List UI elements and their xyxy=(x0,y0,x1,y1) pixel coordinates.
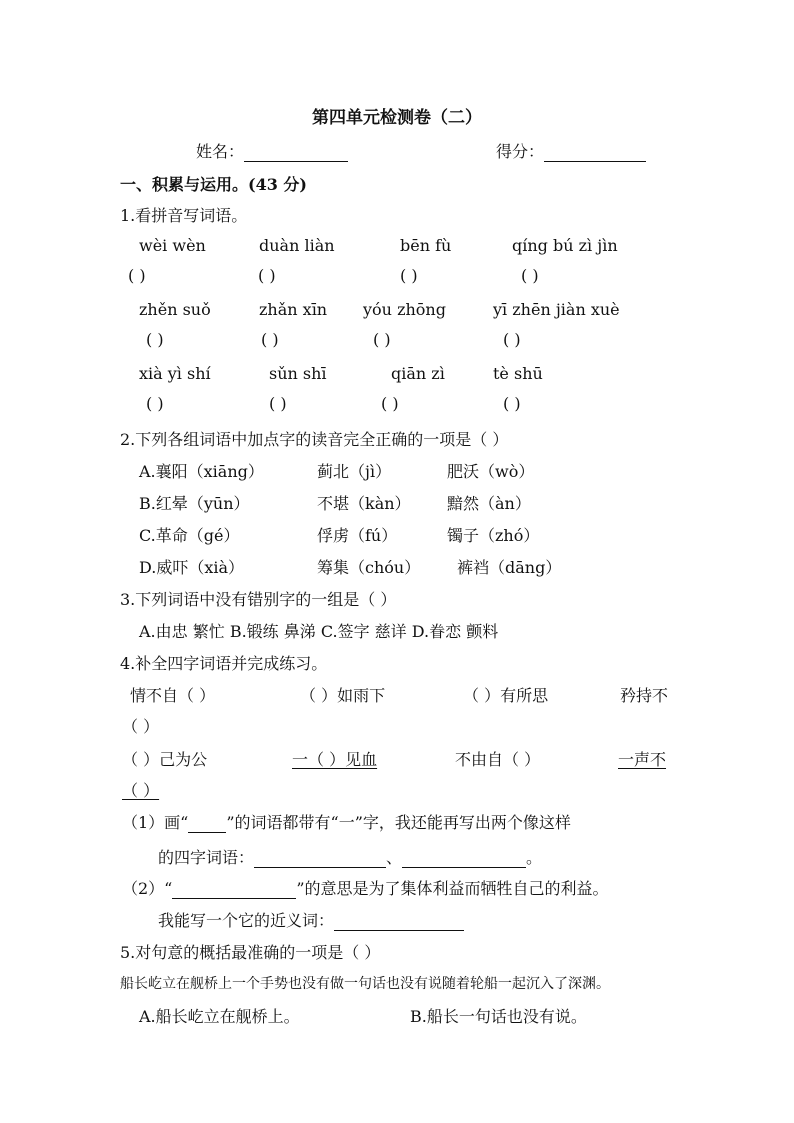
q4-idiom-8-wrap[interactable]: （ ） xyxy=(122,781,160,800)
q2-option-c-3: 镯子（zhó） xyxy=(447,526,540,545)
q4-sub1-line1 xyxy=(122,810,571,833)
q4-idiom-5[interactable]: （ ）己为公 xyxy=(122,750,208,769)
q4-sub2-answer-2[interactable] xyxy=(334,912,464,931)
q1-answer-3-3[interactable]: ( ) xyxy=(381,394,399,413)
q4-idiom-7[interactable]: 不由自（ ） xyxy=(455,750,541,769)
score-label: 得分： xyxy=(496,142,545,161)
q1-answer-3-4[interactable]: ( ) xyxy=(503,394,521,413)
q4-sub2-text-a: （2）“ xyxy=(122,879,173,898)
q1-stem: 1.看拼音写词语。 xyxy=(120,206,248,225)
q1-pinyin-2-4: yī zhēn jiàn xuè xyxy=(493,300,620,319)
q1-pinyin-2-3: yóu zhōng xyxy=(363,300,446,319)
q2-option-a-1[interactable]: A.襄阳（xiāng） xyxy=(139,462,264,481)
q2-option-d-1[interactable]: D.威吓（xià） xyxy=(139,558,245,577)
q5-sentence: 船长屹立在舰桥上一个手势也没有做一句话也没有说随着轮船一起沉入了深渊。 xyxy=(120,976,610,992)
q1-answer-2-4[interactable]: ( ) xyxy=(503,330,521,349)
page-title: 第四单元检测卷（二） xyxy=(312,108,482,128)
q5-option-a[interactable]: A.船长屹立在舰桥上。 xyxy=(139,1007,300,1026)
q4-sub2-answer-1[interactable] xyxy=(172,880,296,899)
q5-option-b[interactable]: B.船长一句话也没有说。 xyxy=(410,1007,587,1026)
q4-idiom-8-underlined[interactable]: 一声不 xyxy=(618,750,667,769)
q4-idiom-2[interactable]: （ ）如雨下 xyxy=(300,686,386,705)
q5-stem: 5.对句意的概括最准确的一项是（ ） xyxy=(120,943,381,962)
q2-option-c-2: 俘虏（fú） xyxy=(317,526,398,545)
q2-option-b-3: 黯然（àn） xyxy=(447,494,531,513)
q4-sub1-answer-2[interactable] xyxy=(402,849,526,868)
q1-pinyin-1-1: wèi wèn xyxy=(139,236,206,255)
section-heading: 一、积累与运用。(43 分) xyxy=(120,175,307,194)
name-label: 姓名： xyxy=(196,142,245,161)
q4-idiom-6-underlined[interactable]: 一（ ）见血 xyxy=(292,750,378,769)
q4-idiom-4[interactable]: 矜持不 xyxy=(620,686,669,705)
q1-answer-1-2[interactable]: ( ) xyxy=(258,266,276,285)
q2-option-a-2: 蓟北（jì） xyxy=(317,462,392,481)
q4-sub1-prompt: 的四字词语： xyxy=(158,848,255,867)
q1-pinyin-1-2: duàn liàn xyxy=(259,236,335,255)
q4-sub2-text-b: ”的意思是为了集体利益而牺牲自己的利益。 xyxy=(296,879,609,898)
name-field xyxy=(196,139,348,162)
q1-pinyin-2-2: zhǎn xīn xyxy=(259,300,328,319)
q1-pinyin-2-1: zhěn suǒ xyxy=(139,300,211,319)
q1-pinyin-1-3: bēn fù xyxy=(400,236,452,255)
q1-answer-2-1[interactable]: ( ) xyxy=(146,330,164,349)
q4-sub1-line2 xyxy=(158,845,542,868)
q1-pinyin-3-4: tè shū xyxy=(493,364,543,383)
q2-stem: 2.下列各组词语中加点字的读音完全正确的一项是（ ） xyxy=(120,430,509,449)
q4-sub1-text-b: ”的词语都带有“一”字，我还能再写出两个像这样 xyxy=(226,813,571,832)
q2-option-b-2: 不堪（kàn） xyxy=(317,494,411,513)
q1-answer-2-3[interactable]: ( ) xyxy=(373,330,391,349)
q1-answer-1-3[interactable]: ( ) xyxy=(400,266,418,285)
q1-pinyin-3-3: qiān zì xyxy=(391,364,445,383)
q4-idiom-1[interactable]: 情不自（ ） xyxy=(130,686,216,705)
q4-sub1-mark-blank xyxy=(188,814,226,833)
q1-pinyin-3-2: sǔn shī xyxy=(269,364,327,383)
q1-answer-3-1[interactable]: ( ) xyxy=(146,394,164,413)
score-field xyxy=(496,139,646,162)
q1-answer-1-1[interactable]: ( ) xyxy=(128,266,146,285)
q1-answer-2-2[interactable]: ( ) xyxy=(261,330,279,349)
q4-sub2-prompt: 我能写一个它的近义词： xyxy=(158,911,335,930)
q4-stem: 4.补全四字词语并完成练习。 xyxy=(120,654,328,673)
q3-stem: 3.下列词语中没有错别字的一组是（ ） xyxy=(120,590,397,609)
q2-option-c-1[interactable]: C.革命（gé） xyxy=(139,526,240,545)
q4-sub1-separator: 、 xyxy=(386,848,403,867)
q1-pinyin-1-4: qíng bú zì jìn xyxy=(512,236,618,255)
q4-sub2-line1 xyxy=(122,876,609,899)
q2-option-d-3: 裤裆（dāng） xyxy=(457,558,562,577)
q4-sub1-text-a: （1）画“ xyxy=(122,813,189,832)
q4-sub1-answer-1[interactable] xyxy=(254,849,386,868)
q3-options[interactable]: A.由忠 繁忙 B.锻练 鼻涕 C.签字 慈详 D.眷恋 颤料 xyxy=(139,622,499,641)
q1-pinyin-3-1: xià yì shí xyxy=(139,364,211,383)
q2-option-b-1[interactable]: B.红晕（yūn） xyxy=(139,494,250,513)
q1-answer-1-4[interactable]: ( ) xyxy=(521,266,539,285)
q2-option-d-2: 筹集（chóu） xyxy=(317,558,421,577)
q4-idiom-4-wrap[interactable]: （ ） xyxy=(122,717,160,736)
q2-option-a-3: 肥沃（wò） xyxy=(447,462,535,481)
q4-sub1-period: 。 xyxy=(526,848,543,867)
name-blank[interactable] xyxy=(244,143,348,162)
q1-answer-3-2[interactable]: ( ) xyxy=(269,394,287,413)
q4-idiom-3[interactable]: （ ）有所思 xyxy=(463,686,549,705)
score-blank[interactable] xyxy=(544,143,646,162)
q4-sub2-line2 xyxy=(158,908,464,931)
